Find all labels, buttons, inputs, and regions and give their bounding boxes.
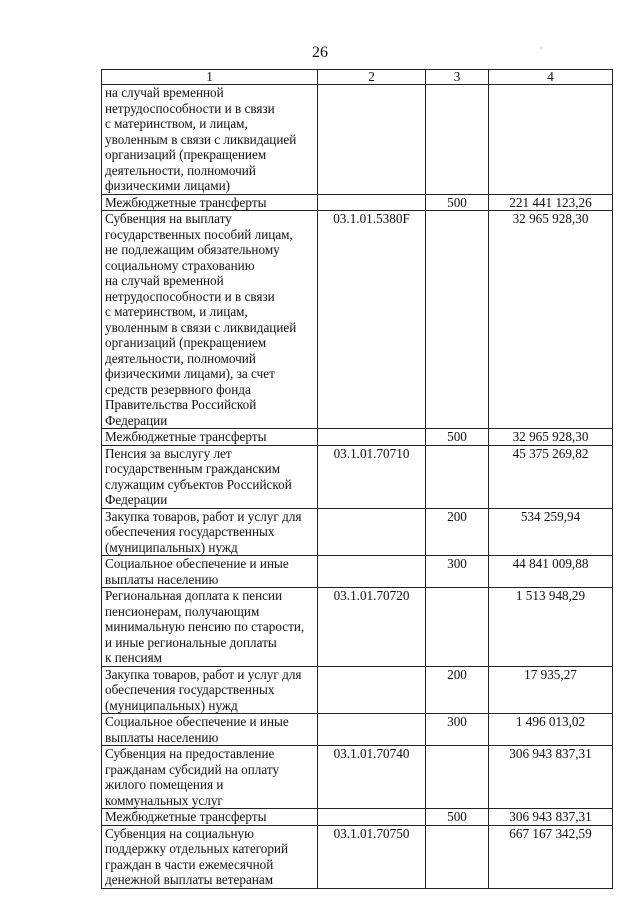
row-code-cell: 03.1.01.70720 [318, 588, 426, 667]
row-type-cell [426, 85, 489, 195]
row-amount-cell: 306 943 837,31 [489, 746, 613, 809]
row-name-cell: Межбюджетные трансферты [102, 429, 318, 446]
row-code-cell [318, 85, 426, 195]
row-code-cell [318, 666, 426, 714]
row-amount-cell: 17 935,27 [489, 666, 613, 714]
row-amount-cell: 44 841 009,88 [489, 556, 613, 588]
table-row [102, 85, 613, 195]
row-name-cell: Пенсия за выслугу лет государственным гражданским служащим субъектов Российской Федерации [102, 445, 318, 508]
row-amount-cell: 306 943 837,31 [489, 809, 613, 826]
row-type-cell [426, 588, 489, 667]
row-amount-cell: 667 167 342,59 [489, 825, 613, 888]
table-row [102, 746, 613, 809]
header-col-3: 3 [426, 70, 489, 85]
table-row [102, 714, 613, 746]
table-row [102, 666, 613, 714]
row-amount-cell: 1 513 948,29 [489, 588, 613, 667]
row-amount-cell: 32 965 928,30 [489, 429, 613, 446]
row-code-cell: 03.1.01.5380F [318, 211, 426, 429]
row-code-cell [318, 714, 426, 746]
row-type-cell: 200 [426, 508, 489, 556]
row-name-cell: Региональная доплата к пенсии пенсионерам, получающим минимальную пенсию по старости, и иные региональные доплаты к пенсиям [102, 588, 318, 667]
row-code-cell [318, 508, 426, 556]
table-row [102, 825, 613, 888]
row-name-cell: Субвенция на социальную поддержку отдельных категорий граждан в части ежемесячной денежной выплаты ветеранам [102, 825, 318, 888]
table-row [102, 445, 613, 508]
row-amount-cell [489, 85, 613, 195]
table-row [102, 194, 613, 211]
row-amount-cell: 45 375 269,82 [489, 445, 613, 508]
table-row [102, 588, 613, 667]
row-type-cell: 500 [426, 809, 489, 826]
row-type-cell: 200 [426, 666, 489, 714]
row-code-cell [318, 809, 426, 826]
table-row [102, 211, 613, 429]
row-amount-cell: 221 441 123,26 [489, 194, 613, 211]
row-type-cell: 300 [426, 714, 489, 746]
row-name-cell: Субвенция на выплату государственных пособий лицам, не подлежащим обязательному социальному страхованию на случай временной нетрудоспособности и в связи с материнством, и лицам, уволенным в связи с ликвидацией организаций (прекращением деятельности, полномочий физическими лицами), за счет средств резервного фонда Правительства Российской Федерации [102, 211, 318, 429]
row-code-cell [318, 556, 426, 588]
row-code-cell [318, 429, 426, 446]
row-type-cell: 500 [426, 429, 489, 446]
header-col-4: 4 [489, 70, 613, 85]
table-row [102, 556, 613, 588]
row-type-cell: 300 [426, 556, 489, 588]
row-code-cell: 03.1.01.70710 [318, 445, 426, 508]
row-code-cell [318, 194, 426, 211]
row-name-cell: Закупка товаров, работ и услуг для обеспечения государственных (муниципальных) нужд [102, 666, 318, 714]
row-type-cell [426, 445, 489, 508]
row-amount-cell: 32 965 928,30 [489, 211, 613, 429]
row-name-cell: Социальное обеспечение и иные выплаты населению [102, 714, 318, 746]
table-header-row [102, 70, 613, 85]
header-col-1: 1 [102, 70, 318, 85]
row-type-cell [426, 211, 489, 429]
row-name-cell: Межбюджетные трансферты [102, 194, 318, 211]
row-name-cell: на случай временной нетрудоспособности и в связи с материнством, и лицам, уволенным в связи с ликвидацией организаций (прекращением деятельности, полномочий физическими лицами) [102, 85, 318, 195]
row-amount-cell: 1 496 013,02 [489, 714, 613, 746]
scan-mark: ˇ [540, 46, 543, 55]
row-amount-cell: 534 259,94 [489, 508, 613, 556]
header-col-2: 2 [318, 70, 426, 85]
row-name-cell: Межбюджетные трансферты [102, 809, 318, 826]
row-name-cell: Субвенция на предоставление гражданам субсидий на оплату жилого помещения и коммунальных услуг [102, 746, 318, 809]
table-row [102, 809, 613, 826]
row-name-cell: Закупка товаров, работ и услуг для обеспечения государственных (муниципальных) нужд [102, 508, 318, 556]
row-code-cell: 03.1.01.70740 [318, 746, 426, 809]
table-row [102, 508, 613, 556]
row-code-cell: 03.1.01.70750 [318, 825, 426, 888]
row-type-cell [426, 746, 489, 809]
row-type-cell [426, 825, 489, 888]
row-type-cell: 500 [426, 194, 489, 211]
row-name-cell: Социальное обеспечение и иные выплаты населению [102, 556, 318, 588]
page-number: 26 [312, 44, 328, 61]
budget-table [101, 69, 613, 889]
table-row [102, 429, 613, 446]
